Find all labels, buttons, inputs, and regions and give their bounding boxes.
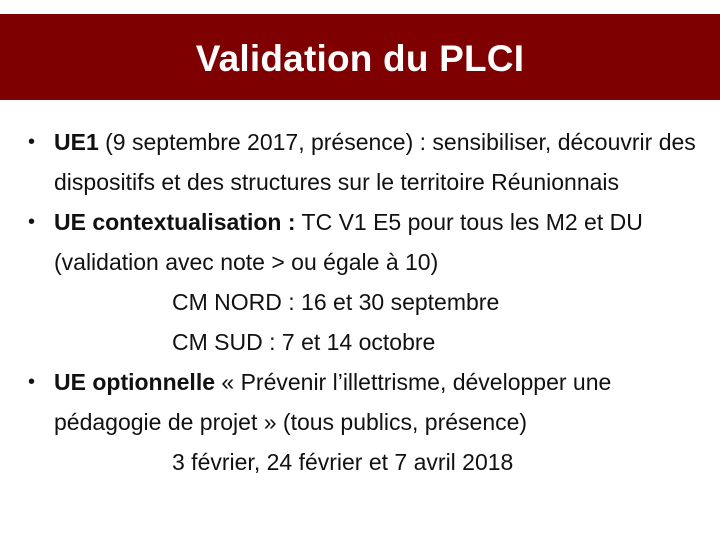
subline-dates: 3 février, 24 février et 7 avril 2018 bbox=[172, 449, 514, 475]
bullet-item-ue-optionnelle bbox=[26, 362, 716, 442]
bullet-text: (9 septembre 2017, présence) : sensibiliser, découvrir des dispositifs et des structures sur le territoire Réunionnais bbox=[54, 129, 696, 195]
slide-title: Validation du PLCI bbox=[195, 38, 525, 79]
bullet-dot-icon: • bbox=[28, 131, 36, 153]
bullet-item-ue-contextualisation bbox=[26, 202, 716, 282]
bullet-text: « Prévenir l’illettrisme, développer une pédagogie de projet » (tous publics, présence) bbox=[54, 369, 612, 435]
title-bar bbox=[0, 14, 720, 100]
bullet-list bbox=[26, 122, 716, 482]
bullet-bold-label: UE contextualisation : bbox=[54, 209, 296, 235]
subline-cm-nord: CM NORD : 16 et 30 septembre bbox=[172, 289, 500, 315]
bullet-text: TC V1 E5 pour tous les M2 et DU (validation avec note > ou égale à 10) bbox=[54, 209, 643, 275]
bullet-bold-label: UE1 bbox=[54, 129, 99, 155]
subline-cm-sud: CM SUD : 7 et 14 octobre bbox=[172, 329, 436, 355]
bullet-item-ue1 bbox=[26, 122, 716, 202]
bullet-dot-icon: • bbox=[28, 371, 36, 393]
bullet-bold-label: UE optionnelle bbox=[54, 369, 215, 395]
bullet-dot-icon: • bbox=[28, 211, 36, 233]
